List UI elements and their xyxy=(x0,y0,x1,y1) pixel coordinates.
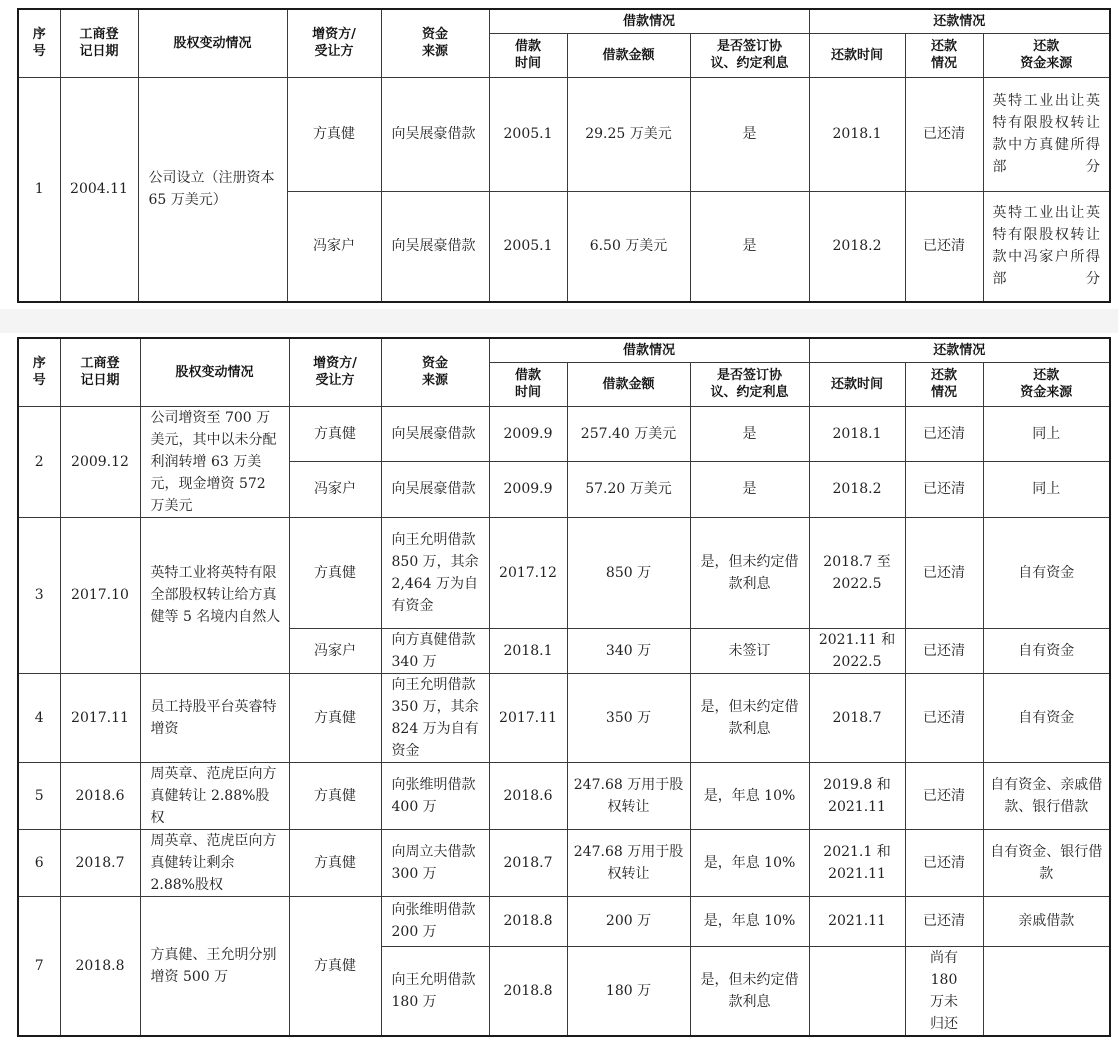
party-cell: 方真健 xyxy=(289,762,381,829)
agreement-cell: 是，年息 10% xyxy=(690,896,809,946)
loan-time-cell: 2005.1 xyxy=(489,191,567,302)
repay-source-cell: 同上 xyxy=(983,461,1110,517)
loan-amount-cell: 350 万 xyxy=(567,673,690,762)
repay-source-cell: 亲戚借款 xyxy=(983,896,1110,946)
party-cell: 方真健 xyxy=(289,517,381,628)
table-row xyxy=(18,406,1110,461)
reg-date-cell: 2009.12 xyxy=(60,406,140,517)
col-repay-status-header: 还款 情况 xyxy=(905,33,983,77)
equity-change-cell: 周英章、范虎臣向方真健转让 2.88%股权 xyxy=(140,762,289,829)
col-agreement-header: 是否签订协 议、约定利息 xyxy=(690,33,809,77)
reg-date-cell: 2004.11 xyxy=(60,77,138,302)
reg-date-cell: 2018.7 xyxy=(60,829,140,896)
loan-amount-cell: 200 万 xyxy=(567,896,690,946)
repay-time-cell: 2021.1 和 2021.11 xyxy=(809,829,905,896)
col-party-header: 增资方/ 受让方 xyxy=(287,9,381,77)
repay-status-cell: 已还清 xyxy=(905,829,983,896)
fund-source-cell: 向张维明借款 400 万 xyxy=(381,762,489,829)
repay-source-cell: 自有资金、银行借款 xyxy=(983,829,1110,896)
table-row xyxy=(18,517,1110,628)
repay-status-cell: 已还清 xyxy=(905,762,983,829)
repay-time-cell: 2018.2 xyxy=(809,461,905,517)
reg-date-cell: 2017.11 xyxy=(60,673,140,762)
repay-time-cell: 2021.11 和 2022.5 xyxy=(809,628,905,673)
equity-change-cell: 公司增资至 700 万美元，其中以未分配利润转增 63 万美元，现金增资 572 万美元 xyxy=(140,406,289,517)
party-cell: 方真健 xyxy=(289,406,381,461)
equity-change-cell: 英特工业将英特有限全部股权转让给方真健等 5 名境内自然人 xyxy=(140,517,289,673)
fund-source-cell: 向吴展豪借款 xyxy=(381,461,489,517)
fund-source-cell: 向吴展豪借款 xyxy=(381,406,489,461)
party-cell: 方真健 xyxy=(289,896,381,1036)
col-loan-amount-header: 借款金额 xyxy=(567,33,690,77)
repay-source-cell: 自有资金、亲戚借款、银行借款 xyxy=(983,762,1110,829)
seq-cell: 6 xyxy=(18,829,60,896)
agreement-cell: 是，但未约定借款利息 xyxy=(690,517,809,628)
agreement-cell: 是，年息 10% xyxy=(690,762,809,829)
equity-change-cell: 员工持股平台英睿特增资 xyxy=(140,673,289,762)
repay-source-cell: 自有资金 xyxy=(983,628,1110,673)
loan-time-cell: 2018.6 xyxy=(489,762,567,829)
loan-time-cell: 2018.8 xyxy=(489,896,567,946)
equity-loan-table-part1 xyxy=(17,8,1111,303)
loan-time-cell: 2009.9 xyxy=(489,461,567,517)
col-seq-header: 序 号 xyxy=(18,9,60,77)
agreement-cell: 是，但未约定借款利息 xyxy=(690,673,809,762)
repay-status-cell: 已还清 xyxy=(905,517,983,628)
loan-amount-cell: 29.25 万美元 xyxy=(567,77,690,191)
loan-time-cell: 2018.8 xyxy=(489,946,567,1036)
agreement-cell: 是 xyxy=(690,461,809,517)
equity-change-cell: 公司设立（注册资本 65 万美元） xyxy=(138,77,287,302)
party-cell: 冯家户 xyxy=(287,191,381,302)
seq-cell: 5 xyxy=(18,762,60,829)
repay-time-cell: 2018.7 至 2022.5 xyxy=(809,517,905,628)
col-seq-header: 序 号 xyxy=(18,338,60,406)
table-row xyxy=(18,896,1110,946)
col-repay-source-header: 还款 资金来源 xyxy=(983,362,1110,406)
repay-time-cell: 2018.2 xyxy=(809,191,905,302)
reg-date-cell: 2018.8 xyxy=(60,896,140,1036)
repay-source-cell xyxy=(983,946,1110,1036)
col-agreement-header: 是否签订协 议、约定利息 xyxy=(690,362,809,406)
repay-time-cell: 2021.11 xyxy=(809,896,905,946)
col-equity-change-header: 股权变动情况 xyxy=(140,338,289,406)
repay-status-cell: 尚有 180 万未归还 xyxy=(905,946,983,1036)
col-party-header: 增资方/ 受让方 xyxy=(289,338,381,406)
col-reg-date-header: 工商登 记日期 xyxy=(60,9,138,77)
loan-amount-cell: 340 万 xyxy=(567,628,690,673)
table-row xyxy=(18,77,1110,191)
reg-date-cell: 2018.6 xyxy=(60,762,140,829)
loan-time-cell: 2005.1 xyxy=(489,77,567,191)
repay-status-cell: 已还清 xyxy=(905,896,983,946)
equity-change-cell: 方真健、王允明分别增资 500 万 xyxy=(140,896,289,1036)
fund-source-cell: 向吴展豪借款 xyxy=(381,77,489,191)
col-fund-source-header: 资金 来源 xyxy=(381,338,489,406)
equity-change-cell: 周英章、范虎臣向方真健转让剩余 2.88%股权 xyxy=(140,829,289,896)
fund-source-cell: 向周立夫借款 300 万 xyxy=(381,829,489,896)
repay-time-cell: 2018.1 xyxy=(809,406,905,461)
repay-source-cell: 英特工业出让英特有限股权转让款中方真健所得部分 xyxy=(983,77,1110,191)
reg-date-cell: 2017.10 xyxy=(60,517,140,673)
agreement-cell: 未签订 xyxy=(690,628,809,673)
seq-cell: 2 xyxy=(18,406,60,517)
col-loan-time-header: 借款 时间 xyxy=(489,33,567,77)
table-row xyxy=(18,762,1110,829)
party-cell: 冯家户 xyxy=(289,461,381,517)
loan-amount-cell: 850 万 xyxy=(567,517,690,628)
col-loan-amount-header: 借款金额 xyxy=(567,362,690,406)
repay-source-cell: 英特工业出让英特有限股权转让款中冯家户所得部分 xyxy=(983,191,1110,302)
col-fund-source-header: 资金 来源 xyxy=(381,9,489,77)
party-cell: 方真健 xyxy=(287,77,381,191)
party-cell: 方真健 xyxy=(289,673,381,762)
col-repay-status-header: 还款 情况 xyxy=(905,362,983,406)
repay-status-cell: 已还清 xyxy=(905,191,983,302)
loan-amount-cell: 57.20 万美元 xyxy=(567,461,690,517)
loan-amount-cell: 6.50 万美元 xyxy=(567,191,690,302)
table-separator xyxy=(0,309,1118,333)
fund-source-cell: 向王允明借款 180 万 xyxy=(381,946,489,1036)
loan-time-cell: 2017.11 xyxy=(489,673,567,762)
loan-amount-cell: 247.68 万用于股权转让 xyxy=(567,762,690,829)
agreement-cell: 是，但未约定借款利息 xyxy=(690,946,809,1036)
fund-source-cell: 向王允明借款 350 万，其余 824 万为自有资金 xyxy=(381,673,489,762)
party-cell: 冯家户 xyxy=(289,628,381,673)
repay-source-cell: 同上 xyxy=(983,406,1110,461)
repay-status-cell: 已还清 xyxy=(905,406,983,461)
fund-source-cell: 向张维明借款 200 万 xyxy=(381,896,489,946)
col-repay-time-header: 还款时间 xyxy=(809,33,905,77)
loan-group-header: 借款情况 xyxy=(489,9,809,33)
agreement-cell: 是 xyxy=(690,77,809,191)
col-loan-time-header: 借款 时间 xyxy=(489,362,567,406)
repay-status-cell: 已还清 xyxy=(905,673,983,762)
repay-source-cell: 自有资金 xyxy=(983,517,1110,628)
col-repay-source-header: 还款 资金来源 xyxy=(983,33,1110,77)
loan-amount-cell: 257.40 万美元 xyxy=(567,406,690,461)
loan-amount-cell: 247.68 万用于股权转让 xyxy=(567,829,690,896)
repay-group-header: 还款情况 xyxy=(809,338,1110,362)
col-reg-date-header: 工商登 记日期 xyxy=(60,338,140,406)
repay-time-cell: 2019.8 和 2021.11 xyxy=(809,762,905,829)
repay-status-cell: 已还清 xyxy=(905,628,983,673)
table-row xyxy=(18,673,1110,762)
party-cell: 方真健 xyxy=(289,829,381,896)
fund-source-cell: 向吴展豪借款 xyxy=(381,191,489,302)
agreement-cell: 是 xyxy=(690,191,809,302)
repay-status-cell: 已还清 xyxy=(905,461,983,517)
col-repay-time-header: 还款时间 xyxy=(809,362,905,406)
fund-source-cell: 向方真健借款 340 万 xyxy=(381,628,489,673)
loan-group-header: 借款情况 xyxy=(489,338,809,362)
loan-time-cell: 2018.1 xyxy=(489,628,567,673)
agreement-cell: 是，年息 10% xyxy=(690,829,809,896)
loan-time-cell: 2009.9 xyxy=(489,406,567,461)
repay-time-cell: 2018.1 xyxy=(809,77,905,191)
seq-cell: 1 xyxy=(18,77,60,302)
repay-time-cell xyxy=(809,946,905,1036)
seq-cell: 4 xyxy=(18,673,60,762)
seq-cell: 7 xyxy=(18,896,60,1036)
repay-group-header: 还款情况 xyxy=(809,9,1110,33)
loan-amount-cell: 180 万 xyxy=(567,946,690,1036)
equity-loan-table-part2 xyxy=(17,337,1111,1037)
repay-status-cell: 已还清 xyxy=(905,77,983,191)
table-row xyxy=(18,829,1110,896)
loan-time-cell: 2017.12 xyxy=(489,517,567,628)
agreement-cell: 是 xyxy=(690,406,809,461)
col-equity-change-header: 股权变动情况 xyxy=(138,9,287,77)
seq-cell: 3 xyxy=(18,517,60,673)
fund-source-cell: 向王允明借款 850 万，其余 2,464 万为自有资金 xyxy=(381,517,489,628)
repay-time-cell: 2018.7 xyxy=(809,673,905,762)
loan-time-cell: 2018.7 xyxy=(489,829,567,896)
repay-source-cell: 自有资金 xyxy=(983,673,1110,762)
